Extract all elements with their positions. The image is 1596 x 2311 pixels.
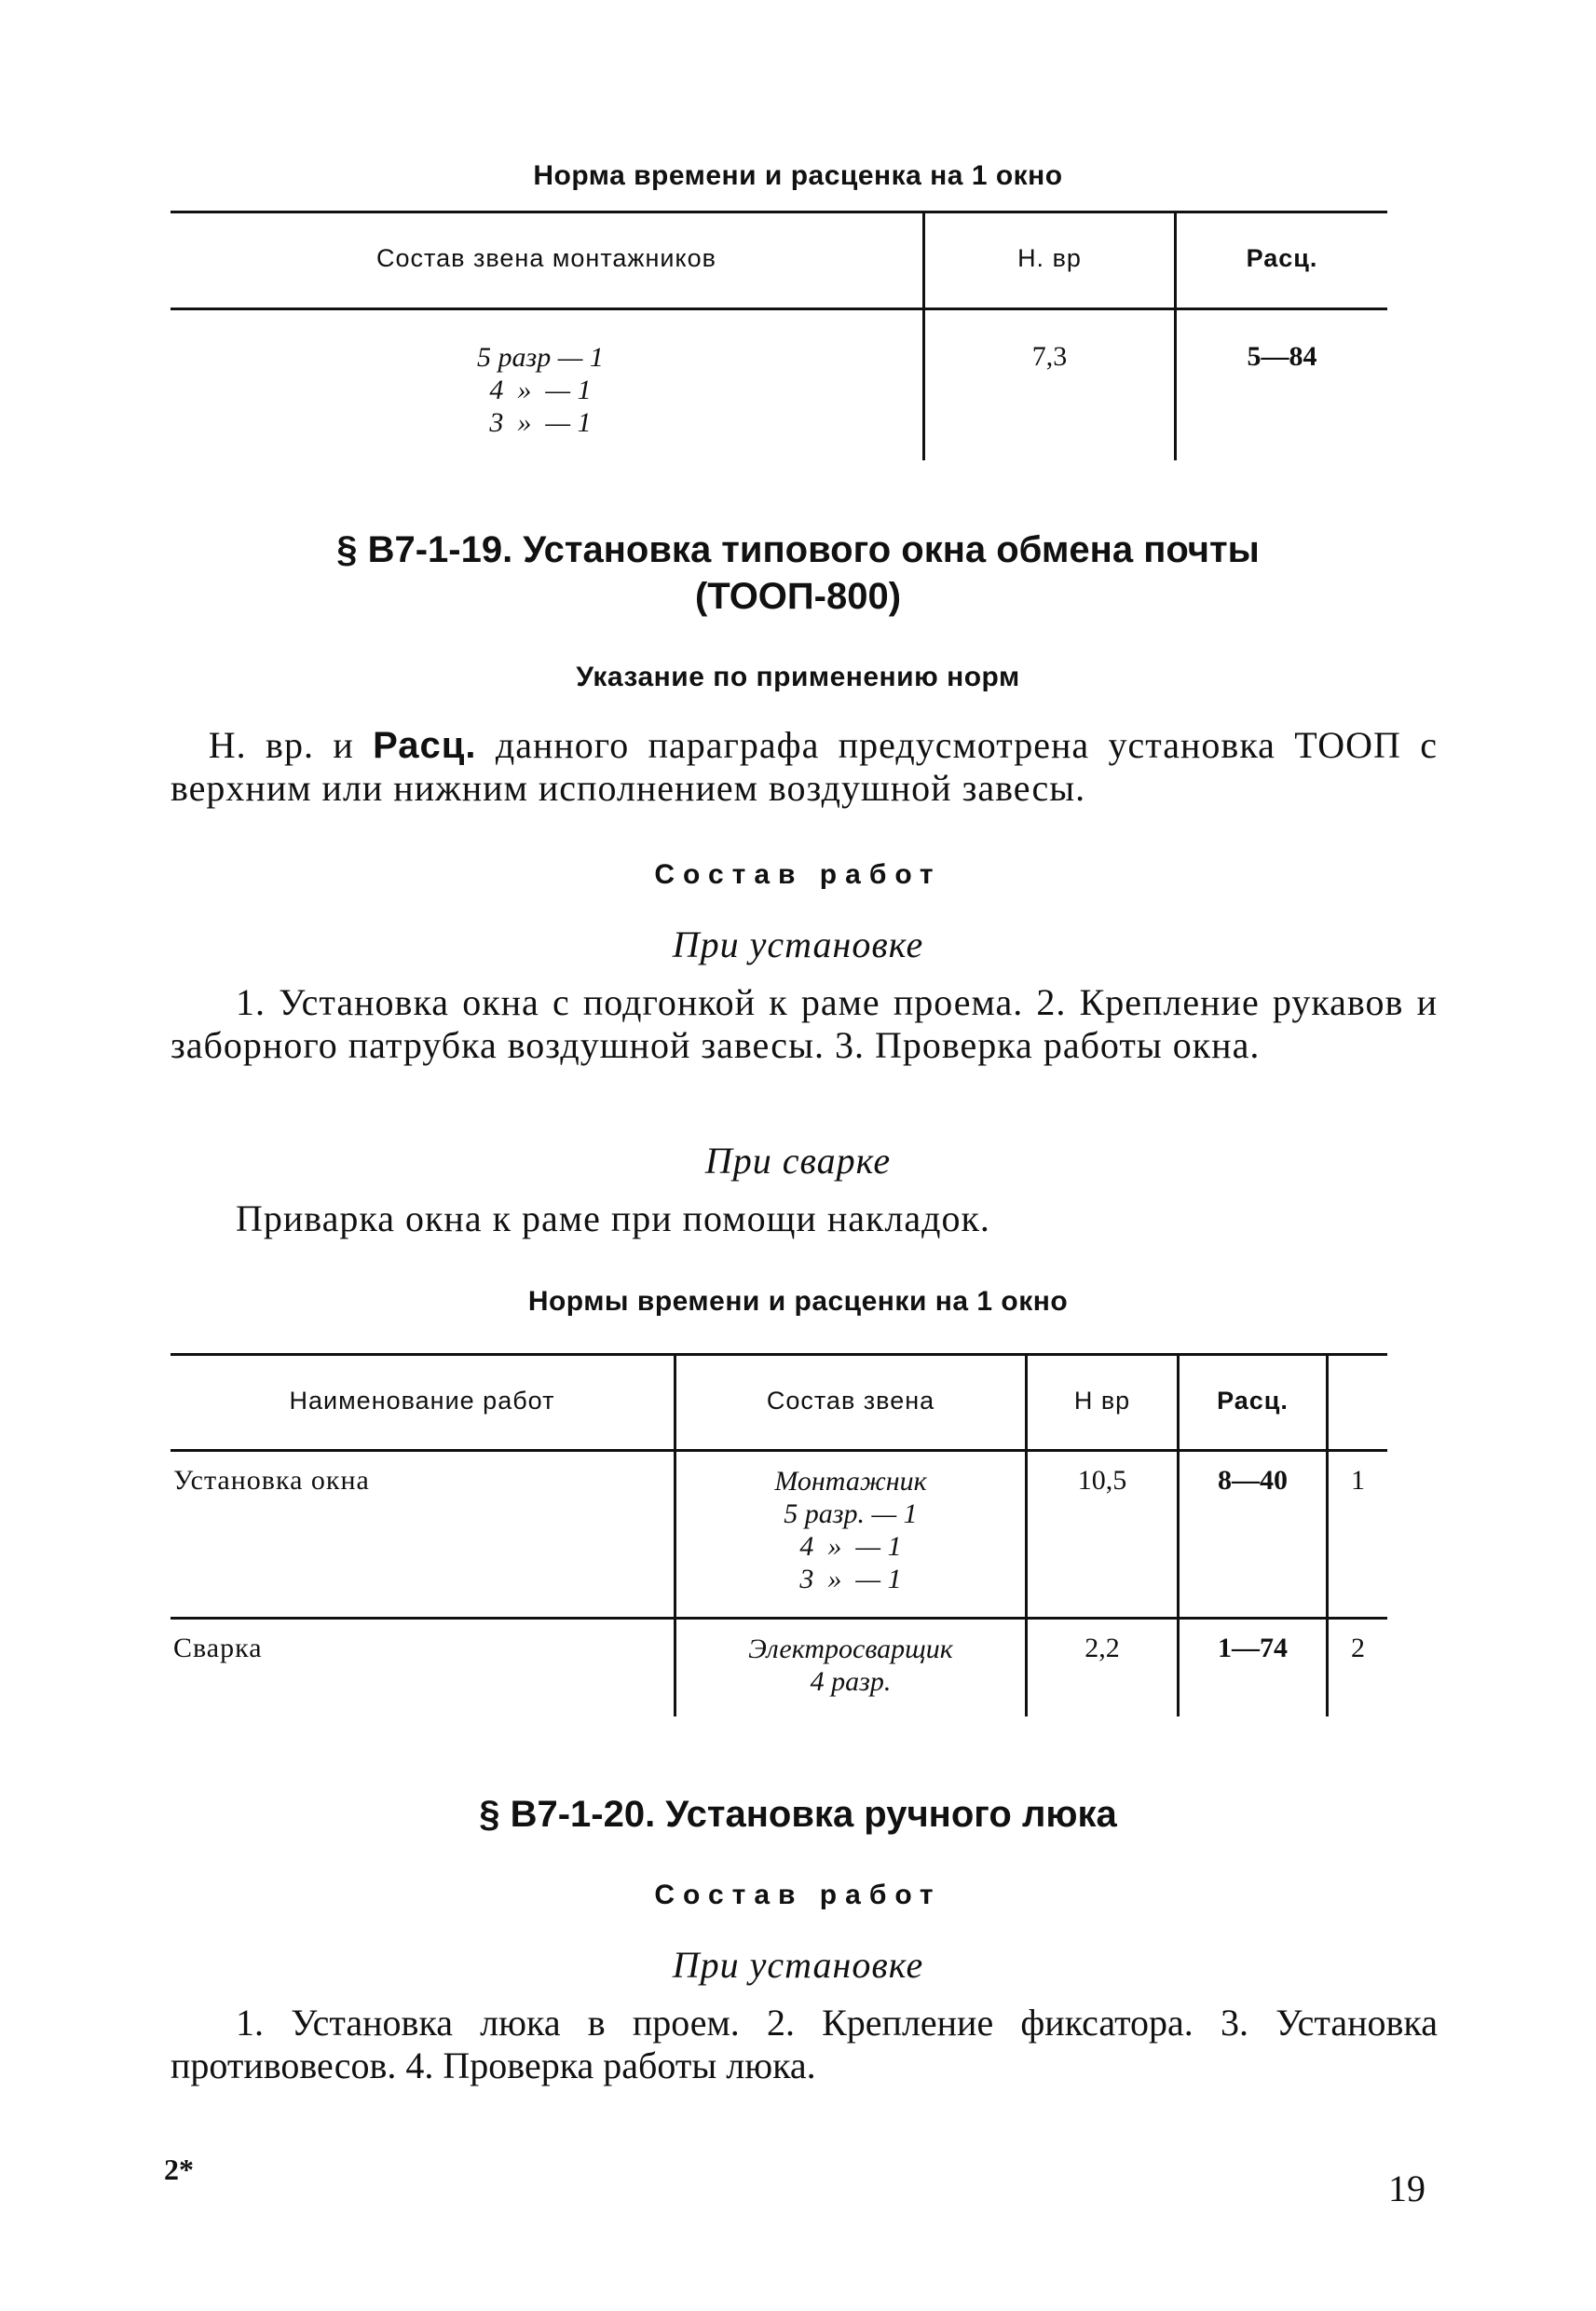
composition-line: 3 » — 1 [799,1564,902,1594]
table1-header-rule [171,308,1387,310]
table2-row2-rasc: 1—74 [1218,1633,1288,1663]
table2-top-rule [171,1353,1387,1356]
table1-top-rule [171,211,1387,213]
table2-row2-composition [676,1633,1025,1698]
table2-header-nvr: Н вр [1073,1387,1131,1415]
table2-row1-nvr: 10,5 [1077,1465,1127,1496]
table2-row1-rasc: 8—40 [1218,1465,1288,1496]
table1-composition [401,341,680,439]
table1-header-composition: Состав звена монтажников [376,244,716,272]
composition-line: 4 » — 1 [799,1531,902,1562]
table2-row2-num: 2 [1351,1633,1365,1663]
page-number: 19 [1388,2167,1425,2209]
section19-instructions-heading: Указание по применению норм [576,662,1020,692]
composition-line: 5 разр — 1 [477,342,604,373]
composition-line: 3 » — 1 [489,407,592,438]
table1-nvr-value: 7,3 [1031,341,1068,372]
table1-header-nvr: Н. вр [1017,244,1082,272]
composition-line: 5 разр. — 1 [784,1498,918,1529]
table2-row2-name: Сварка [173,1633,263,1663]
composition-line: Монтажник [774,1466,927,1497]
instructions-lead: Н. вр. и [208,724,374,766]
composition-line: Электросварщик [748,1634,953,1664]
section20-work-heading: Состав работ [654,1880,942,1910]
section19-title-line1: § В7-1-19. Установка типового окна обмена почты [336,529,1260,570]
composition-line: 4 разр. [810,1666,892,1697]
table2-header-name: Наименование работ [289,1387,555,1415]
section19-sub-install: При установке [672,923,924,965]
table2-row-rule [171,1617,1387,1620]
table2-row1-num: 1 [1351,1465,1365,1496]
table1-caption: Норма времени и расценка на 1 окно [533,160,1063,191]
section19-work-heading: Состав работ [654,859,942,890]
section20-install-text: 1. Установка люка в проем. 2. Крепление фиксатора. 3. Установка противовесов. 4. Проверка работы люка. [171,2002,1438,2086]
section20-sub-install: При установке [672,1944,924,1986]
table2-row1-composition [676,1465,1025,1595]
table2-row2-nvr: 2,2 [1084,1633,1120,1663]
table2-header-rasc: Расц. [1217,1387,1289,1415]
section19-weld-text: Приварка окна к раме при помощи накладок. [236,1197,990,1239]
section20-title: § В7-1-20. Установка ручного люка [479,1794,1117,1835]
section19-install-text: 1. Установка окна с подгонкой к раме проема. 2. Крепление рукавов и заборного патрубка воздушной завесы. 3. Проверка работы окна. [171,981,1438,1066]
signature-mark: 2* [164,2153,194,2186]
instructions-bold-term: Расц. [373,725,477,766]
section19-sub-weld: При сварке [704,1140,892,1182]
table2-header-rule [171,1449,1387,1452]
table2-caption: Нормы времени и расценки на 1 окно [527,1286,1069,1317]
section19-instructions-paragraph [171,724,1438,810]
instructions-rest: данного параграфа предусмотрена установка ТООП с верхним или нижним исполнением воздушной завесы. [171,724,1438,809]
table2-header-composition: Состав звена [766,1387,935,1415]
section19-title-line2: (ТООП-800) [694,576,902,617]
composition-line: 4 » — 1 [489,375,592,405]
table2-row1-name: Установка окна [173,1465,370,1496]
table1-header-rasc: Расц. [1246,244,1318,272]
table1-rasc-value: 5—84 [1247,341,1317,372]
